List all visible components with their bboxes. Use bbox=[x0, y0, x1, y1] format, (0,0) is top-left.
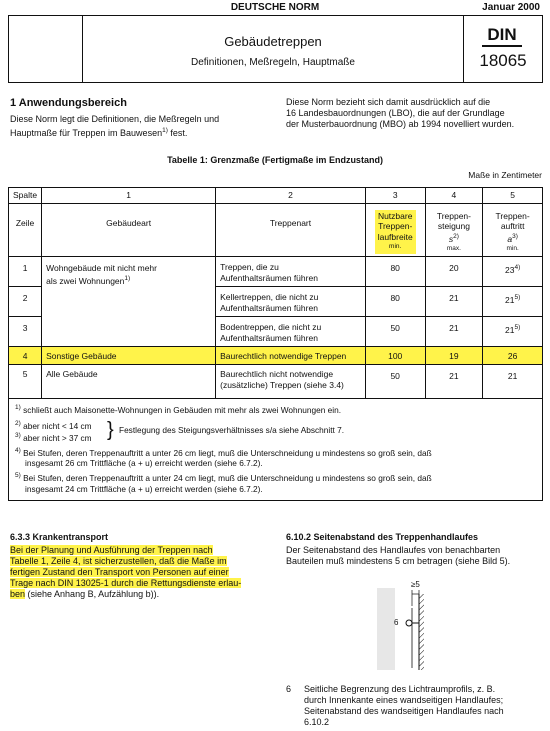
document-subtitle: Definitionen, Meßregeln, Hauptmaße bbox=[191, 57, 355, 68]
section-6102-heading: 6.10.2 Seitenabstand des Treppenhandlaufes bbox=[286, 532, 479, 542]
section-6102-text: Der Seitenabstand des Handlaufes von benachbarten Bauteilen muß mindestens 5 cm betragen (siehe Bild 5). bbox=[286, 545, 511, 566]
header-steigung: Treppen- steigung $s^{2)}$ max. bbox=[425, 203, 483, 257]
brace-icon: } bbox=[107, 418, 114, 441]
col-num-5: 5 bbox=[483, 188, 543, 204]
document-title: Gebäudetreppen bbox=[224, 34, 322, 49]
din-logo: DIN bbox=[487, 25, 517, 44]
col-num-1: 1 bbox=[42, 188, 216, 204]
figure-callout: 6 bbox=[394, 618, 399, 627]
section-633-text: Bei der Planung und Ausführung der Treppen nach Tabelle 1, Zeile 4, ist sicherzustellen, daß die Maße im fertigen Zustand den Transport von Personen auf einer Trage nach DIN 13025-1 durch die Rettungsdienste erlau- ben (siehe Anhang B, Aufzählung b)). bbox=[10, 545, 242, 599]
zeile-label: Zeile bbox=[9, 203, 42, 257]
col-num-2: 2 bbox=[216, 188, 366, 204]
table-row: 1 Wohngebäude mit nicht mehr als zwei Wohnungen$^{1)}$ Treppen, die zu Aufenthaltsräumen führen 80 20 23$^{4)}$ bbox=[9, 257, 543, 287]
section-1-heading: 1 Anwendungsbereich bbox=[10, 97, 127, 109]
table-row: 3 Bodentreppen, die nicht zu Aufenthaltsräumen führen 50 21 21$^{5)}$ bbox=[9, 317, 543, 347]
table-footnotes: $^{1)}$ schließt auch Maisonette-Wohnungen in Gebäuden mit mehr als zwei Wohnungen ein. $^{2)}$ aber nicht < 14 cm $^{3)}$ aber nicht > 37 cm } Festlegung des Steigungsverhältnisses s/a siehe Abschnitt 7. $^{4)}$ Bei Stufen, deren Treppenauftritt a unter 26 cm liegt, muß die Unterschneidung u mindestens so groß sein, daß insgesamt 26 cm Trittfläche (a + u) erreicht werden (siehe 6.7.2). $^{5)}$ Bei Stufen, deren Treppenauftritt a unter 24 cm liegt, muß die Unterschneidung u mindestens so groß sein, daß insgesamt 24 cm Trittfläche (a + u) erreicht werden (siehe 6.7.2). bbox=[9, 399, 543, 501]
header-auftritt: Treppen- auftritt $a^{3)}$ min. bbox=[483, 203, 543, 257]
col-num-3: 3 bbox=[365, 188, 425, 204]
handrail-figure bbox=[375, 580, 445, 672]
header-laufbreite: Nutzbare Treppen- laufbreite min. bbox=[365, 203, 425, 257]
table-caption: Tabelle 1: Grenzmaße (Fertigmaße im Endzustand) bbox=[167, 155, 383, 165]
grenzmasse-table bbox=[8, 187, 543, 501]
figure-dimension: ≥5 bbox=[411, 580, 420, 589]
section-633-heading: 6.3.3 Krankentransport bbox=[10, 532, 109, 542]
table-unit: Maße in Zentimeter bbox=[468, 170, 542, 180]
gebaeudeart-wohngebaeude: Wohngebäude mit nicht mehr als zwei Wohnungen$^{1)}$ bbox=[42, 257, 216, 347]
section-1-left-text: Diese Norm legt die Definitionen, die Meßregeln und Hauptmaße für Treppen im Bauwesen$^{1)}$ fest. bbox=[10, 114, 220, 138]
spalte-label: Spalte bbox=[9, 188, 42, 204]
footnote-2-3: $^{2)}$ aber nicht < 14 cm $^{3)}$ aber nicht > 37 cm } Festlegung des Steigungsverhältnisses s/a siehe Abschnitt 7. bbox=[15, 418, 345, 443]
figure-caption: 6 Seitliche Begrenzung des Lichtraumprofils, z. B. durch Innenkante eines wandseitigen Handlaufes; Seitenabstand des wandseitigen Handlaufes nach 6.10.2 bbox=[286, 684, 504, 727]
table-row: 5 Alle Gebäude Baurechtlich nicht notwendige (zusätzliche) Treppen (siehe 3.4) 50 21 21 bbox=[9, 365, 543, 399]
header-gebaeudeart: Gebäudeart bbox=[42, 203, 216, 257]
col-num-4: 4 bbox=[425, 188, 483, 204]
din-number: 18065 bbox=[479, 51, 527, 70]
issue-date: Januar 2000 bbox=[482, 2, 540, 13]
handrail-diagram bbox=[375, 580, 445, 672]
table-row-highlighted: 4 Sonstige Gebäude Baurechtlich notwendige Treppen 100 19 26 bbox=[9, 347, 543, 365]
table-row: 2 Kellertreppen, die nicht zu Aufenthaltsräumen führen 80 21 21$^{5)}$ bbox=[9, 287, 543, 317]
section-1-right-text: Diese Norm bezieht sich damit ausdrücklich auf die 16 Landesbauordnungen (LBO), die auf der Grundlage der Musterbauordnung (MBO) ab 1994 novelliert wurden. bbox=[286, 97, 515, 129]
header-treppenart: Treppenart bbox=[216, 203, 366, 257]
title-block bbox=[8, 15, 543, 83]
norm-label: DEUTSCHE NORM bbox=[230, 2, 320, 13]
din-logo-box bbox=[463, 16, 542, 82]
